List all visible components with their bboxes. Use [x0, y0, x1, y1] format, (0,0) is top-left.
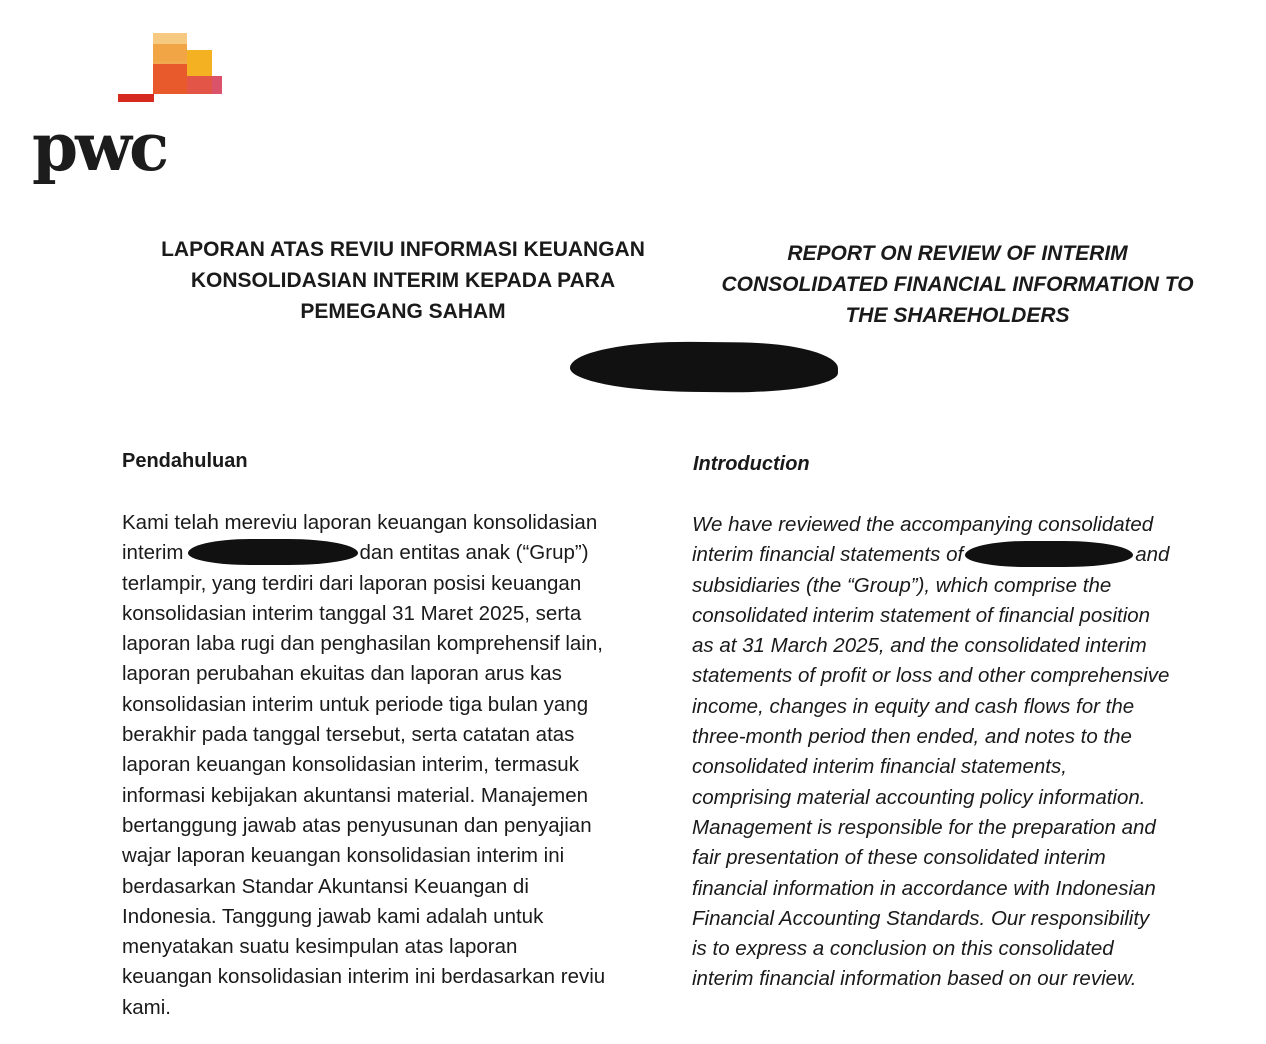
- section-heading-indonesian: Pendahuluan: [122, 450, 248, 472]
- section-heading-english: Introduction: [693, 453, 810, 475]
- redacted-entity-name: [188, 539, 358, 565]
- paragraph-line: bertanggung jawab atas penyusunan dan penyajian: [122, 813, 592, 837]
- paragraph-line: is to express a conclusion on this consolidated: [692, 937, 1114, 961]
- paragraph-line: financial information in accordance with Indonesian: [692, 876, 1156, 900]
- introduction-paragraph-english: [692, 510, 1237, 995]
- paragraph-line: konsolidasian interim untuk periode tiga bulan yang: [122, 692, 589, 716]
- paragraph-line: konsolidasian interim tanggal 31 Maret 2025, serta: [122, 601, 582, 625]
- paragraph-line: laporan laba rugi dan penghasilan komprehensif lain,: [122, 632, 603, 656]
- paragraph-line-redacted: [122, 538, 667, 568]
- paragraph-text: interim: [122, 541, 184, 565]
- paragraph-line: kami.: [122, 995, 171, 1019]
- report-title-indonesian: [118, 234, 688, 327]
- title-line: PEMEGANG SAHAM: [300, 300, 506, 323]
- paragraph-line: berakhir pada tanggal tersebut, serta catatan atas: [122, 723, 575, 747]
- paragraph-line: comprising material accounting policy information.: [692, 785, 1146, 809]
- paragraph-line: subsidiaries (the “Group”), which comprise the: [692, 573, 1112, 597]
- paragraph-line: Kami telah mereviu laporan keuangan konsolidasian: [122, 511, 598, 534]
- report-title-english: [685, 238, 1230, 331]
- paragraph-line: informasi kebijakan akuntansi material. Manajemen: [122, 783, 589, 807]
- paragraph-line: fair presentation of these consolidated interim: [692, 846, 1106, 870]
- paragraph-line: interim financial information based on our review.: [692, 967, 1137, 991]
- logo-mark-icon: [30, 30, 230, 110]
- pwc-logo: [30, 30, 230, 190]
- paragraph-text: interim financial statements of: [692, 543, 964, 567]
- paragraph-line: menyatakan suatu kesimpulan atas laporan: [122, 935, 518, 959]
- paragraph-line: We have reviewed the accompanying consolidated: [692, 513, 1154, 536]
- redacted-company-name: [570, 341, 839, 394]
- title-line: LAPORAN ATAS REVIU INFORMASI KEUANGAN: [161, 238, 645, 261]
- paragraph-line: Financial Accounting Standards. Our responsibility: [692, 906, 1150, 930]
- paragraph-text: and: [1135, 543, 1170, 567]
- paragraph-line: statements of profit or loss and other comprehensive: [692, 664, 1170, 688]
- paragraph-line: as at 31 March 2025, and the consolidated interim: [692, 634, 1147, 658]
- introduction-paragraph-indonesian: [122, 508, 667, 1023]
- logo-wordmark: pwc: [32, 108, 167, 186]
- title-line: CONSOLIDATED FINANCIAL INFORMATION TO: [721, 273, 1194, 296]
- paragraph-line: wajar laporan keuangan konsolidasian interim ini: [122, 844, 565, 868]
- title-line: KONSOLIDASIAN INTERIM KEPADA PARA: [190, 269, 616, 292]
- paragraph-text: dan entitas anak (“Grup”): [359, 541, 589, 565]
- paragraph-line: laporan keuangan konsolidasian interim, termasuk: [122, 753, 579, 777]
- paragraph-line: laporan perubahan ekuitas dan laporan arus kas: [122, 662, 562, 686]
- paragraph-line-redacted: [692, 540, 1237, 570]
- title-line: REPORT ON REVIEW OF INTERIM: [787, 242, 1128, 265]
- paragraph-line: Management is responsible for the preparation and: [692, 815, 1156, 839]
- paragraph-line: consolidated interim statement of financial position: [692, 603, 1151, 627]
- title-line: THE SHAREHOLDERS: [845, 304, 1070, 327]
- paragraph-line: income, changes in equity and cash flows for the: [692, 694, 1135, 718]
- paragraph-line: consolidated interim financial statements,: [692, 755, 1067, 779]
- paragraph-line: keuangan konsolidasian interim ini berdasarkan reviu: [122, 965, 606, 989]
- paragraph-line: berdasarkan Standar Akuntansi Keuangan di: [122, 874, 529, 898]
- paragraph-line: three-month period then ended, and notes to the: [692, 725, 1132, 749]
- redacted-entity-name: [965, 541, 1133, 567]
- paragraph-line: Indonesia. Tanggung jawab kami adalah untuk: [122, 904, 544, 928]
- paragraph-line: terlampir, yang terdiri dari laporan posisi keuangan: [122, 571, 582, 595]
